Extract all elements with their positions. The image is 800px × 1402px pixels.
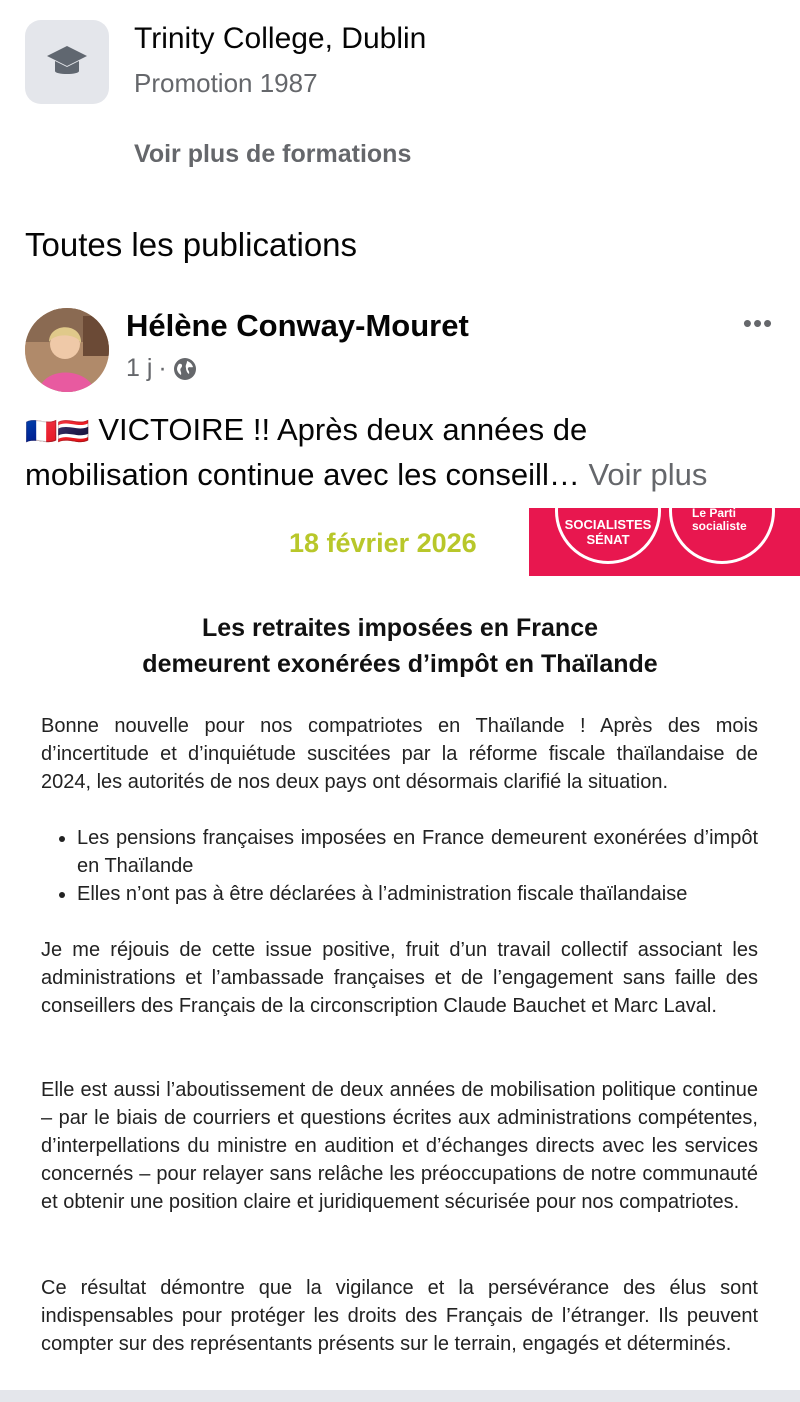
see-more-post-link[interactable]: Voir plus [588, 457, 708, 492]
all-posts-heading: Toutes les publications [25, 226, 358, 263]
document-paragraph-4 [41, 1274, 758, 1358]
ps-logo-text: Le Parti socialiste [692, 508, 747, 533]
school-class-year: Promotion 1987 [134, 68, 318, 98]
bullet-item: • Les pensions françaises imposées en France demeurent exonérées d’impôt en Thaïlande [77, 824, 758, 880]
senat-logo [555, 508, 661, 564]
graduation-cap-icon [45, 42, 89, 82]
document-title-line1: Les retraites imposées en France [201, 614, 599, 642]
flags-emoji: 🇫🇷🇹🇭 [25, 416, 90, 446]
bullet-item: • Elles n’ont pas à être déclarées à l’administration fiscale thaïlandaise [77, 880, 758, 908]
post-meta [126, 354, 197, 383]
document-date: 18 février 2026 [289, 528, 477, 558]
post-image[interactable] [0, 508, 800, 1392]
document-paragraph-2 [41, 936, 758, 1020]
document-paragraph-3 [41, 1076, 758, 1216]
post-text-line2: mobilisation continue avec les conseill… [25, 457, 580, 492]
document-title-line2: demeurent exonérées d’impôt en Thaïlande [142, 650, 658, 678]
post-time[interactable]: 1 j [126, 354, 153, 382]
paragraph-4-text: Ce résultat démontre que la vigilance et la persévérance des élus sont indispensables pour protéger les droits des Français de l’étranger. Ils peuvent compter sur des représentants présents sur le terrain, engagés et déterminés. [41, 1277, 758, 1355]
meta-separator: · [158, 354, 167, 382]
school-name[interactable]: Trinity College, Dublin [134, 22, 427, 55]
profile-photo [25, 308, 109, 392]
post-text-line1: VICTOIRE !! Après deux années de [98, 412, 588, 447]
globe-icon [173, 357, 197, 381]
paragraph-3-text: Elle est aussi l’aboutissement de deux années de mobilisation politique continue – par le biais de courriers et questions écrites aux administrations compétentes, d’interpellations du ministre en audition et d’échanges directs avec les services concernés – pour relayer sans relâche les préoccupations de notre communauté et obtenir une position claire et juridiquement sécurisée pour nos compatriotes. [41, 1079, 758, 1213]
document-paragraph-1 [41, 712, 758, 796]
paragraph-1-text: Bonne nouvelle pour nos compatriotes en Thaïlande ! Après des mois d’incertitude et d’inquiétude suscitées par la réforme fiscale thaïlandaise de 2024, les autorités de nos deux pays ont désormais clarifié la situation. [41, 715, 758, 793]
paragraph-2-text: Je me réjouis de cette issue positive, fruit d’un travail collectif associant les administrations et l’ambassade françaises et de l’engagement sans faille des conseillers des Français de la circonscription Claude Bauchet et Marc Laval. [41, 939, 758, 1017]
post-author-name[interactable]: Hélène Conway-Mouret [126, 308, 469, 343]
bottom-divider [0, 1390, 800, 1402]
school-icon-box[interactable] [25, 20, 109, 104]
senat-logo-text: SOCIALISTES SÉNAT [564, 517, 652, 547]
post-text [25, 408, 785, 496]
document-title [0, 610, 800, 682]
party-logo-banner [529, 508, 800, 576]
post-more-options-button[interactable]: ••• [742, 308, 774, 338]
parti-socialiste-logo [669, 508, 775, 564]
see-more-education-link[interactable]: Voir plus de formations [134, 140, 412, 168]
document-bullet-list [41, 824, 758, 908]
avatar[interactable] [25, 308, 109, 392]
